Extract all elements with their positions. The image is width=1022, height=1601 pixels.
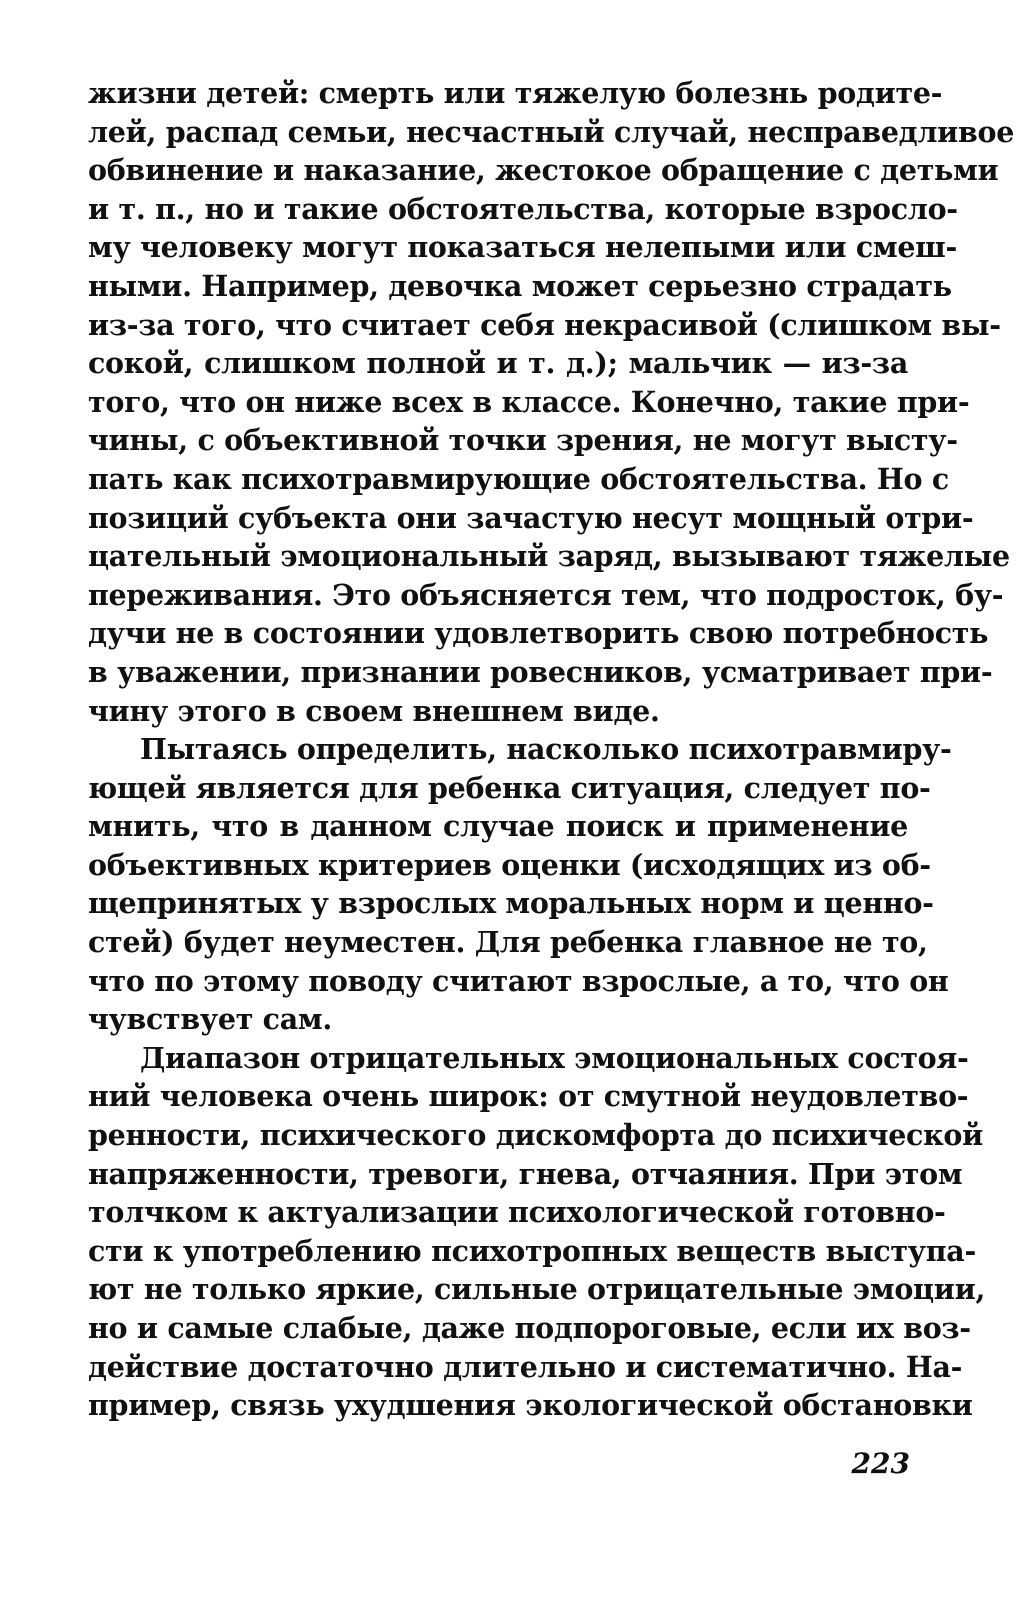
text-line: позиций субъекта они зачастую несут мощный отри- [88, 500, 974, 535]
text-line: чины, с объективной точки зрения, не могут высту- [88, 423, 958, 458]
text-line: дучи не в состоянии удовлетворить свою потребность [88, 616, 989, 651]
text-line: Диапазон отрицательных эмоциональных состоя- [140, 1040, 969, 1075]
text-line: пример, связь ухудшения экологической обстановки [88, 1388, 973, 1423]
text-line: ний человека очень широк: от смутной неудовлетво- [88, 1079, 969, 1114]
paragraph-1 [88, 74, 1015, 730]
text-line: в уважении, признании ровесников, усматривает при- [88, 654, 993, 689]
text-line: сти к употреблению психотропных веществ выступа- [88, 1233, 976, 1268]
text-line: напряженности, тревоги, гнева, отчаяния. При этом [88, 1156, 963, 1191]
text-line: объективных критериев оценки (исходящих из об- [88, 847, 931, 882]
text-line: чину этого в своем внешнем виде. [88, 693, 660, 728]
text-line: что по этому поводу считают взрослые, а то, что он [88, 963, 949, 998]
text-line: Пытаясь определить, насколько психотравмиру- [140, 732, 952, 767]
text-line: и т. п., но и такие обстоятельства, которые взросло- [88, 191, 958, 226]
text-line: цательный эмоциональный заряд, вызывают тяжелые [88, 539, 1010, 574]
text-line: щепринятых у взрослых моральных норм и ценно- [88, 886, 934, 921]
text-line: ют не только яркие, сильные отрицательные эмоции, [88, 1272, 986, 1307]
text-line: лей, распад семьи, несчастный случай, несправедливое [88, 114, 1015, 149]
text-line: из-за того, что считает себя некрасивой (слишком вы- [88, 307, 1001, 342]
paragraph-2 [88, 730, 952, 1039]
text-line: му человеку могут показаться нелепыми или смеш- [88, 230, 958, 265]
text-line: но и самые слабые, даже подпороговые, если их воз- [88, 1311, 971, 1345]
text-line: стей) будет неуместен. Для ребенка главное не то, [88, 925, 928, 960]
text-line: действие достаточно длительно и систематично. На- [88, 1349, 963, 1384]
text-line: обвинение и наказание, жестокое обращение с детьми [88, 153, 999, 188]
text-line: жизни детей: смерть или тяжелую болезнь родите- [88, 76, 943, 110]
text-line: чувствует сам. [88, 1002, 332, 1037]
text-line: ющей является для ребенка ситуация, следует по- [88, 770, 931, 805]
text-line: пать как психотравмирующие обстоятельства. Но с [88, 461, 949, 496]
text-line: ными. Например, девочка может серьезно страдать [88, 268, 952, 303]
paragraph-3 [88, 1039, 986, 1425]
body-text [88, 74, 1015, 1425]
text-line: толчком к актуализации психологической готовно- [88, 1195, 946, 1230]
text-line: переживания. Это объясняется тем, что подросток, бу- [88, 577, 1004, 612]
page-number: 223 [851, 1447, 910, 1480]
text-line: ренности, психического дискомфорта до психической [88, 1118, 983, 1153]
text-line: мнить, что в данном случае поиск и применение [88, 809, 908, 844]
text-line: сокой, слишком полной и т. д.); мальчик — из-за [88, 346, 908, 381]
text-line: того, что он ниже всех в классе. Конечно, такие при- [88, 384, 970, 419]
